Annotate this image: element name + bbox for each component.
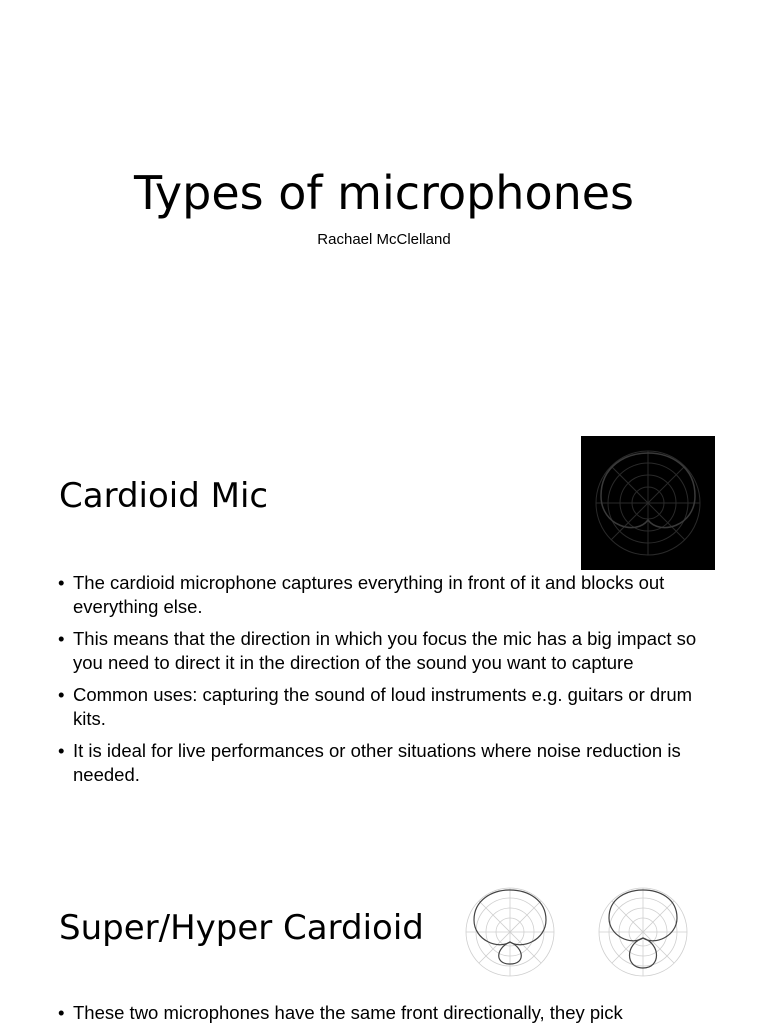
list-item: • These two microphones have the same front directionally, they pick bbox=[58, 1002, 623, 1023]
bullet-icon: • bbox=[58, 572, 65, 593]
presentation-author: Rachael McClelland bbox=[317, 231, 451, 248]
hypercardioid-polar-pattern-image bbox=[595, 884, 691, 985]
bullet-icon: • bbox=[58, 684, 65, 705]
hypercardioid-polar-icon bbox=[595, 884, 691, 980]
list-item: • This means that the direction in which you focus the mic has a big impact so you need to direct it in the direction of the sound you want to capture bbox=[58, 628, 697, 673]
presentation-title: Types of microphones bbox=[133, 166, 635, 220]
cardioid-polar-pattern-image bbox=[581, 436, 715, 570]
list-item: • Common uses: capturing the sound of loud instruments e.g. guitars or drum kits. bbox=[58, 684, 693, 729]
supercardioid-polar-icon bbox=[458, 884, 562, 980]
slide-title-cardioid: Cardioid Mic bbox=[59, 476, 269, 516]
cardioid-bullet-list bbox=[58, 571, 718, 795]
list-item: • It is ideal for live performances or other situations where noise reduction is needed. bbox=[58, 740, 681, 785]
polar-pattern-dark-icon bbox=[581, 436, 715, 570]
super-hyper-bullet-list bbox=[58, 1001, 718, 1033]
slide-title-super-hyper-cardioid: Super/Hyper Cardioid bbox=[59, 908, 424, 948]
supercardioid-polar-pattern-image bbox=[458, 884, 562, 985]
bullet-icon: • bbox=[58, 740, 65, 761]
bullet-icon: • bbox=[58, 628, 65, 649]
bullet-icon: • bbox=[58, 1002, 65, 1023]
list-item: • The cardioid microphone captures everything in front of it and blocks out everything else. bbox=[58, 572, 665, 617]
